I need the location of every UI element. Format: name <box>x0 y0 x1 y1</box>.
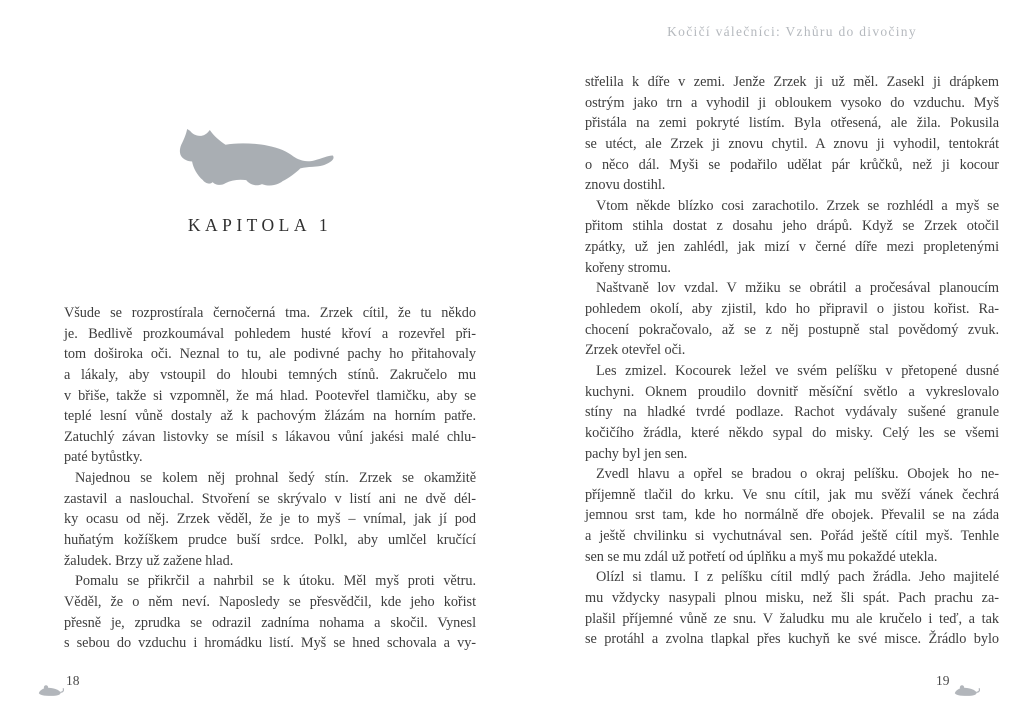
page-number-right: 19 <box>936 673 950 688</box>
body-text-line: kočičího žrádla, které někdo sypal do misky. Celý les se všemi <box>585 424 999 441</box>
mouse-silhouette-icon <box>953 683 980 698</box>
body-text-line: Najednou se kolem něj prohnal šedý stín. Zrzek se okamžitě <box>75 470 476 487</box>
body-text-line: a ještě chvilinku si vychutnával sen. Pořád ještě cítil myš. Tenhle <box>585 528 999 545</box>
body-text-line: stíny na hladké tvrdé podlaze. Rachot vydávaly sušené granule <box>585 404 999 421</box>
body-text-line: zpátky, už jen zahlédl, jak mizí v černé díře mezi propletenými <box>585 239 999 256</box>
body-text-line: zastavil a naslouchal. Stvoření se skrývalo v listí ani ne dvě dél- <box>64 490 476 507</box>
running-header: Kočičí válečníci: Vzhůru do divočiny <box>667 24 917 39</box>
body-text-line: přistála na zemi pokryté listím. Byla otřesená, ale žila. Pokusila <box>585 115 999 132</box>
body-text-line: Zvedl hlavu a opřel se bradou o okraj pelíšku. Obojek ho ne- <box>596 466 999 483</box>
cat-silhouette-icon <box>177 126 343 189</box>
body-text-line: teplé lesní vůně dostaly až k pachovým žlázám na horním patře. <box>64 408 476 425</box>
body-text-line: v břiše, takže si vzpomněl, že má hlad. Pootevřel tlamičku, aby se <box>64 387 476 404</box>
body-text-line: pachy byl jen sen. <box>585 445 688 462</box>
body-text-line: tom doširoka oči. Neznal to tu, ale podivné pachy ho přitahovaly <box>64 346 476 363</box>
body-text-line: Olízl si tlamu. I z pelíšku cítil mdlý pach žrádla. Jeho majitelé <box>596 569 999 586</box>
body-text-line: kořeny stromu. <box>585 259 671 276</box>
page-number-left: 18 <box>66 673 80 688</box>
body-text-line: znovu dostihl. <box>585 177 666 194</box>
body-text-line: přesně je, zprudka se odrazil zadníma nohama a skočil. Vynesl <box>64 614 476 631</box>
body-text-line: příjemně tlačil do krku. Ve snu cítil, jak mu svěží vánek čechrá <box>585 486 999 503</box>
body-text-line: se utéct, ale Zrzek ji znovu chytil. A znovu ji vyhodil, tentokrát <box>585 135 999 152</box>
right-page-body-text <box>585 72 999 650</box>
body-text-line: žaludek. Brzy už zažene hlad. <box>64 552 234 569</box>
body-text-line: sen se mu zdál už potřetí od úplňku a myš mu pokaždé utekla. <box>585 548 938 565</box>
body-text-line: přitom stihla dostat z dosahu jeho drápů. Když se Zrzek otočil <box>585 218 999 235</box>
right-page-footer <box>936 672 980 698</box>
body-text-line: kuchyni. Oknem proudilo dovnitř měsíční světlo a vykreslovalo <box>585 383 999 400</box>
left-page-footer <box>37 672 80 698</box>
body-text-line: ky ocasu od něj. Zrzek věděl, že je to myš – vnímal, jak jí pod <box>64 511 476 528</box>
body-text-line: Zrzek otevřel oči. <box>585 342 686 359</box>
body-text-line: ostrým jako trn a vyhodil ji obloukem vysoko do vzduchu. Myš <box>585 94 999 111</box>
mouse-silhouette-icon <box>37 683 64 698</box>
body-text-line: a lákaly, aby vstoupil do hloubi temných stínů. Zakručelo mu <box>64 366 476 383</box>
body-text-line: huňatým kožíškem prudce buší srdce. Polkl, aby umlčel kručící <box>64 532 476 549</box>
body-text-line: s sebou do vzduchu i hromádku listí. Myš se hned schovala a vy- <box>64 635 476 652</box>
body-text-line: paté bytůstky. <box>64 449 143 466</box>
body-text-line: Zatuchlý závan listovky se mísil s lákavou vůní jakési malé chlu- <box>64 428 476 445</box>
left-page-body-text <box>64 303 476 654</box>
body-text-line: Vtom někde blízko cosi zarachotilo. Zrzek se rozhlédl a myš se <box>596 197 999 214</box>
body-text-line: Pomalu se přikrčil a nahrbil se k útoku. Měl myš proti větru. <box>75 573 476 590</box>
body-text-line: se protáhl a zvolna tlapkal přes kuchyň ke své misce. Žrádlo bylo <box>585 631 999 648</box>
body-text-line: střelila k díře v zemi. Jenže Zrzek ji už měl. Zasekl ji drápkem <box>585 74 999 90</box>
body-text-line: o něco dál. Myši se podařilo udělat pár krůčků, než ji kocour <box>585 156 999 173</box>
body-text-line: jemnou srst tam, kde ho normálně dře obojek. Převalil se na záda <box>585 507 999 524</box>
body-text-line: plašil příjemné vůně ze snu. V žaludku mu ale kručelo i teď, a tak <box>585 610 999 627</box>
body-text-line: je. Bedlivě prozkoumával pohledem husté křoví a rozevřel při- <box>64 325 476 342</box>
body-text-line: chocení pokračovalo, až se z něj postupně stal povědomý zvuk. <box>585 321 999 338</box>
body-text-line: Les zmizel. Kocourek ležel ve svém pelíšku v přetopené dusné <box>596 362 999 379</box>
chapter-title: KAPITOLA 1 <box>187 215 333 235</box>
left-page <box>64 0 476 724</box>
body-text-line: mu vždycky nasypali plnou misku, než šli spát. Pach prachu za- <box>585 590 999 607</box>
right-page <box>585 0 999 724</box>
body-text-line: pohledem okolí, aby zjistil, kdo ho připravil o jistou kořist. Ra- <box>585 301 999 318</box>
body-text-line: Všude se rozprostírala černočerná tma. Zrzek cítil, že tu někdo <box>64 305 476 321</box>
body-text-line: Naštvaně lov vzdal. V mžiku se obrátil a pročesával planoucím <box>596 280 999 297</box>
body-text-line: Věděl, že o něm neví. Naposledy se přesvědčil, kde jeho kořist <box>64 593 476 610</box>
